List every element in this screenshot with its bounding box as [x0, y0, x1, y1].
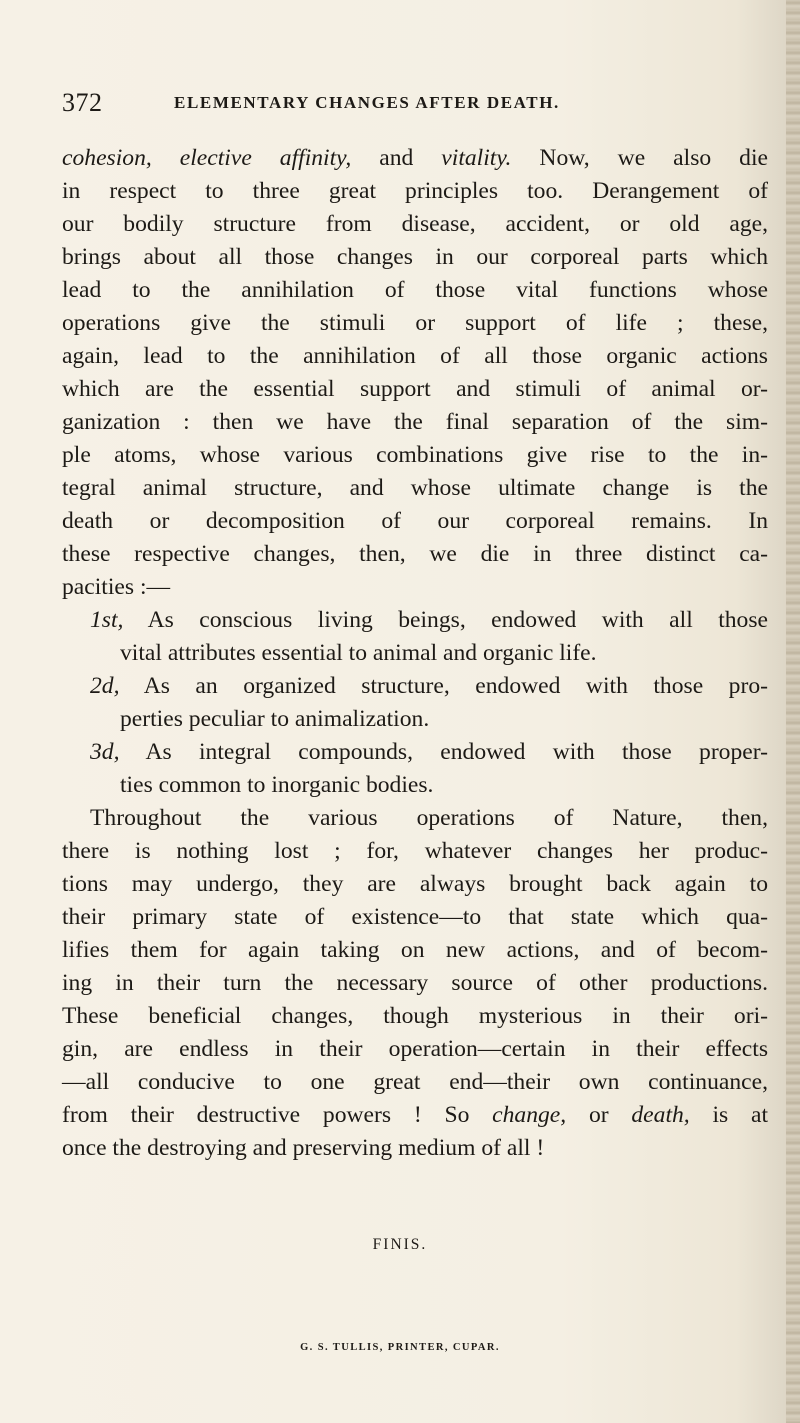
text-line: ganization : then we have the final separation of the sim- [62, 409, 768, 435]
page-number: 372 [62, 88, 103, 117]
list-item-first: 1st, As conscious living beings, endowed with all those [90, 607, 768, 633]
text-line: our bodily structure from disease, accident, or old age, [62, 211, 768, 237]
body-text [62, 142, 768, 1165]
text-line: tions may undergo, they are always brought back again to [62, 871, 768, 897]
text-line: from their destructive powers ! So change, or death, is at [62, 1102, 769, 1128]
text-line: once the destroying and preserving medium of all ! [62, 1135, 545, 1161]
text-line: operations give the stimuli or support of life ; these, [62, 310, 768, 336]
text-line: these respective changes, then, we die in three distinct ca- [62, 541, 768, 567]
text-line: lifies them for again taking on new actions, and of becom- [62, 937, 768, 963]
italic-phrase: vitality. [441, 145, 512, 171]
text-line: —all conducive to one great end—their own continuance, [62, 1069, 768, 1095]
ordinal: 3d, [90, 739, 120, 765]
printer-imprint: G. S. TULLIS, PRINTER, CUPAR. [300, 1342, 500, 1353]
ordinal: 1st, [90, 607, 124, 633]
page-header [62, 88, 752, 118]
text-line: lead to the annihilation of those vital functions whose [62, 277, 768, 303]
text-line: brings about all those changes in our corporeal parts which [62, 244, 768, 270]
text-line: Throughout the various operations of Nature, then, [90, 805, 768, 831]
text-line: ties common to inorganic bodies. [120, 772, 434, 798]
list-item-second: 2d, As an organized structure, endowed with those pro- [90, 673, 768, 699]
text-line: which are the essential support and stimuli of animal or- [62, 376, 768, 402]
text-line: their primary state of existence—to that state which qua- [62, 904, 768, 930]
ordinal: 2d, [90, 673, 120, 699]
text-line: vital attributes essential to animal and organic life. [120, 640, 597, 666]
text-line: gin, are endless in their operation—certain in their effects [62, 1036, 768, 1062]
italic-phrase: death, [631, 1102, 690, 1128]
page-edge [786, 0, 800, 1423]
text-line: ing in their turn the necessary source of other productions. [62, 970, 768, 996]
running-head: ELEMENTARY CHANGES AFTER DEATH. [174, 93, 560, 112]
text-line: tegral animal structure, and whose ultimate change is the [62, 475, 768, 501]
text-line: pacities :— [62, 574, 171, 600]
text-line: in respect to three great principles too. Derangement of [62, 178, 768, 204]
italic-phrase: change, [492, 1102, 567, 1128]
text-line: there is nothing lost ; for, whatever changes her produc- [62, 838, 768, 864]
text-line: again, lead to the annihilation of all those organic actions [62, 343, 768, 369]
text-line: These beneficial changes, though mysterious in their ori- [62, 1003, 768, 1029]
text-line: ple atoms, whose various combinations give rise to the in- [62, 442, 768, 468]
text-line: death or decomposition of our corporeal remains. In [62, 508, 768, 534]
text-line: cohesion, elective affinity, and vitality. Now, we also die [62, 145, 768, 171]
text-line: perties peculiar to animalization. [120, 706, 430, 732]
list-item-third: 3d, As integral compounds, endowed with those proper- [90, 739, 768, 765]
finis-heading: FINIS. [372, 1236, 428, 1253]
italic-phrase: cohesion, elective affinity, [62, 145, 352, 171]
